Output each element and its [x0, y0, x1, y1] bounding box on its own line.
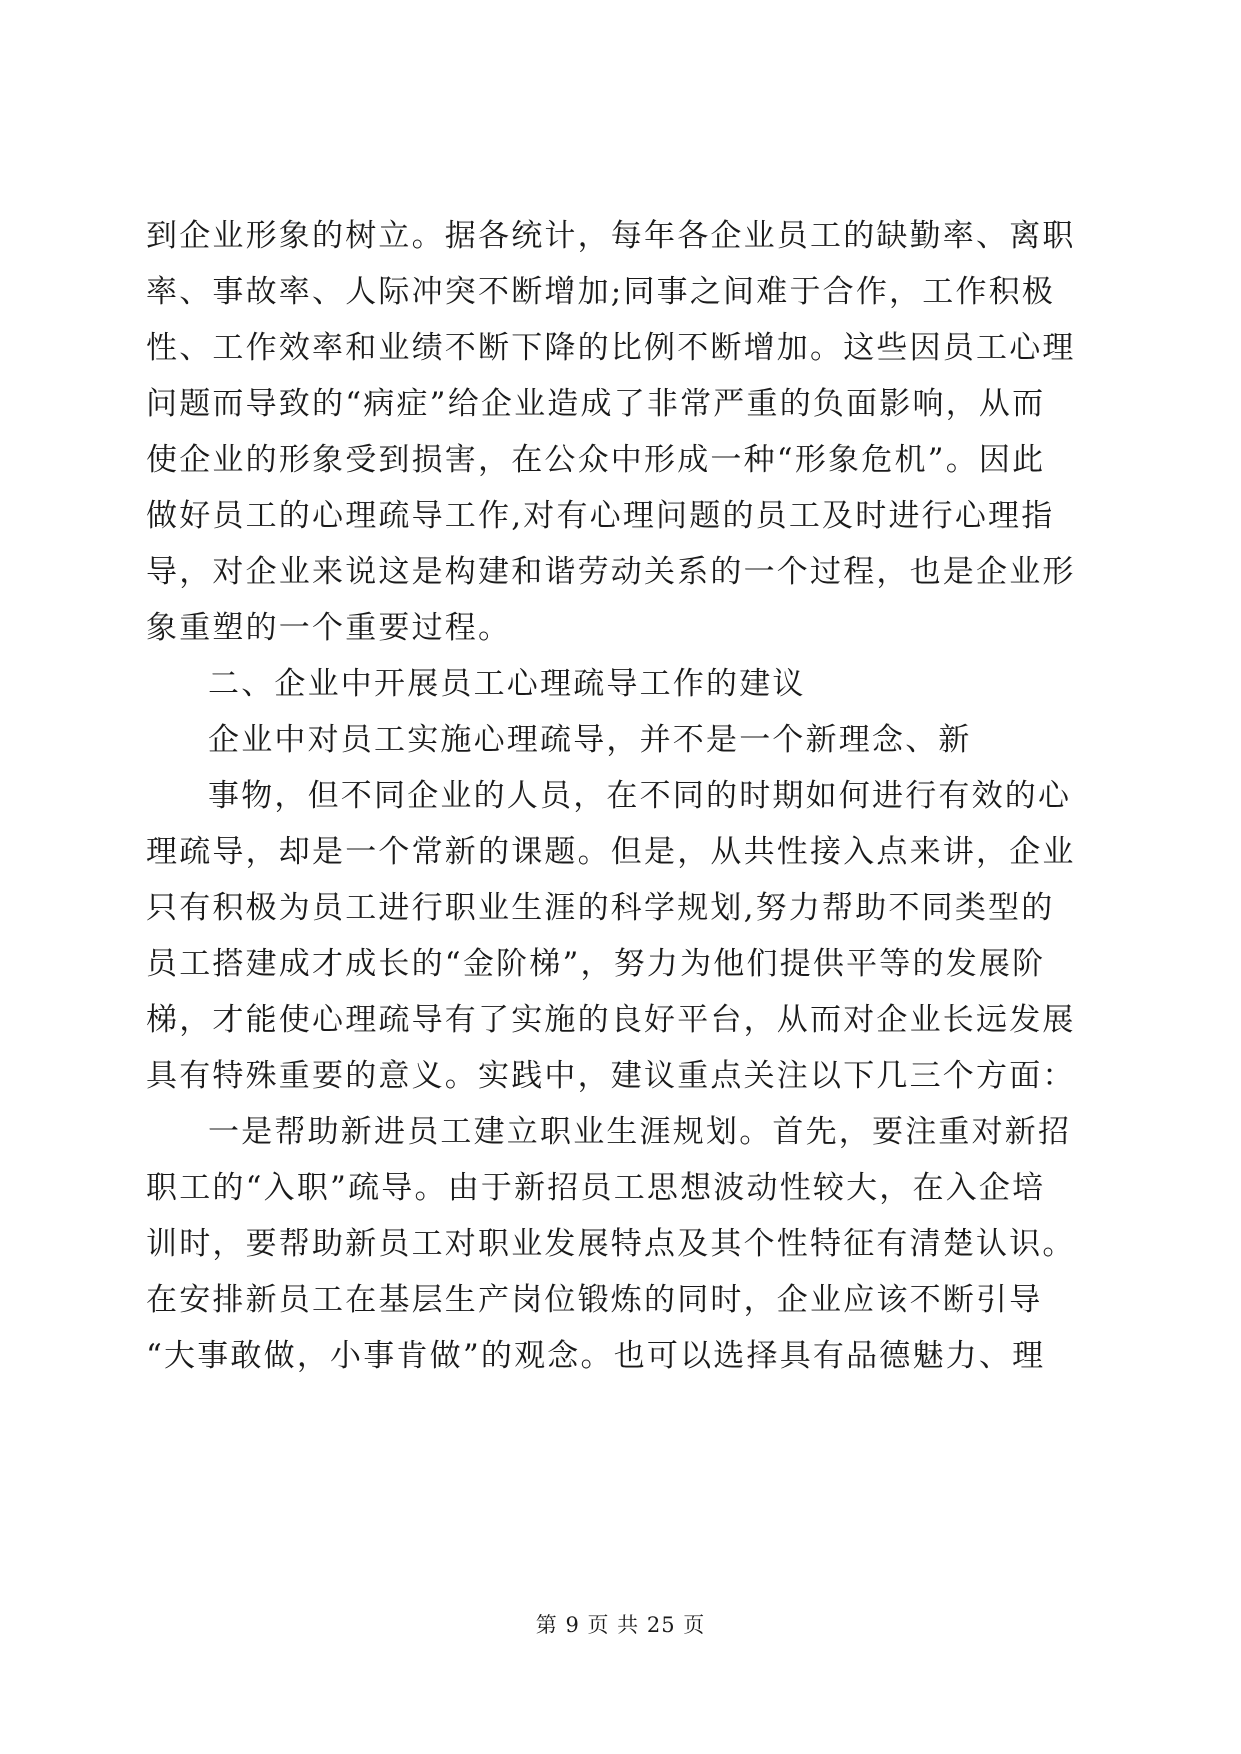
text-line: 导，对企业来说这是构建和谐劳动关系的一个过程，也是企业形: [146, 554, 1076, 590]
text-line: 事物，但不同企业的人员，在不同的时期如何进行有效的心: [208, 778, 1072, 814]
page-number-footer: 第 9 页 共 25 页: [535, 1613, 706, 1637]
text-line: 理疏导，却是一个常新的课题。但是，从共性接入点来讲，企业: [146, 834, 1076, 870]
text-line: 职工的“入职”疏导。由于新招员工思想波动性较大，在入企培: [146, 1170, 1046, 1206]
text-line: 员工搭建成才成长的“金阶梯”，努力为他们提供平等的发展阶: [146, 946, 1046, 982]
text-line: 到企业形象的树立。据各统计，每年各企业员工的缺勤率、离职: [146, 218, 1076, 254]
text-line: 性、工作效率和业绩不断下降的比例不断增加。这些因员工心理: [146, 330, 1076, 366]
text-line: 使企业的形象受到损害，在公众中形成一种“形象危机”。因此: [146, 442, 1046, 478]
text-line: 问题而导致的“病症”给企业造成了非常严重的负面影响，从而: [146, 386, 1046, 422]
text-line: 梯，才能使心理疏导有了实施的良好平台，从而对企业长远发展: [146, 1002, 1076, 1038]
text-line: 企业中对员工实施心理疏导，并不是一个新理念、新: [208, 722, 972, 758]
text-line: 一是帮助新进员工建立职业生涯规划。首先，要注重对新招: [208, 1114, 1072, 1150]
text-line: “大事敢做，小事肯做”的观念。也可以选择具有品德魅力、理: [146, 1338, 1046, 1374]
text-line: 只有积极为员工进行职业生涯的科学规划,努力帮助不同类型的: [146, 890, 1055, 926]
text-line: 象重塑的一个重要过程。: [146, 610, 512, 646]
text-line: 训时，要帮助新员工对职业发展特点及其个性特征有清楚认识。: [146, 1226, 1076, 1262]
text-line: 率、事故率、人际冲突不断增加;同事之间难于合作，工作积极: [146, 274, 1056, 310]
text-line: 具有特殊重要的意义。实践中，建议重点关注以下几三个方面：: [146, 1058, 1076, 1094]
text-line: 在安排新员工在基层生产岗位锻炼的同时，企业应该不断引导: [146, 1282, 1043, 1318]
section-heading: 二、企业中开展员工心理疏导工作的建议: [208, 666, 806, 702]
text-line: 做好员工的心理疏导工作,对有心理问题的员工及时进行心理指: [146, 498, 1055, 534]
